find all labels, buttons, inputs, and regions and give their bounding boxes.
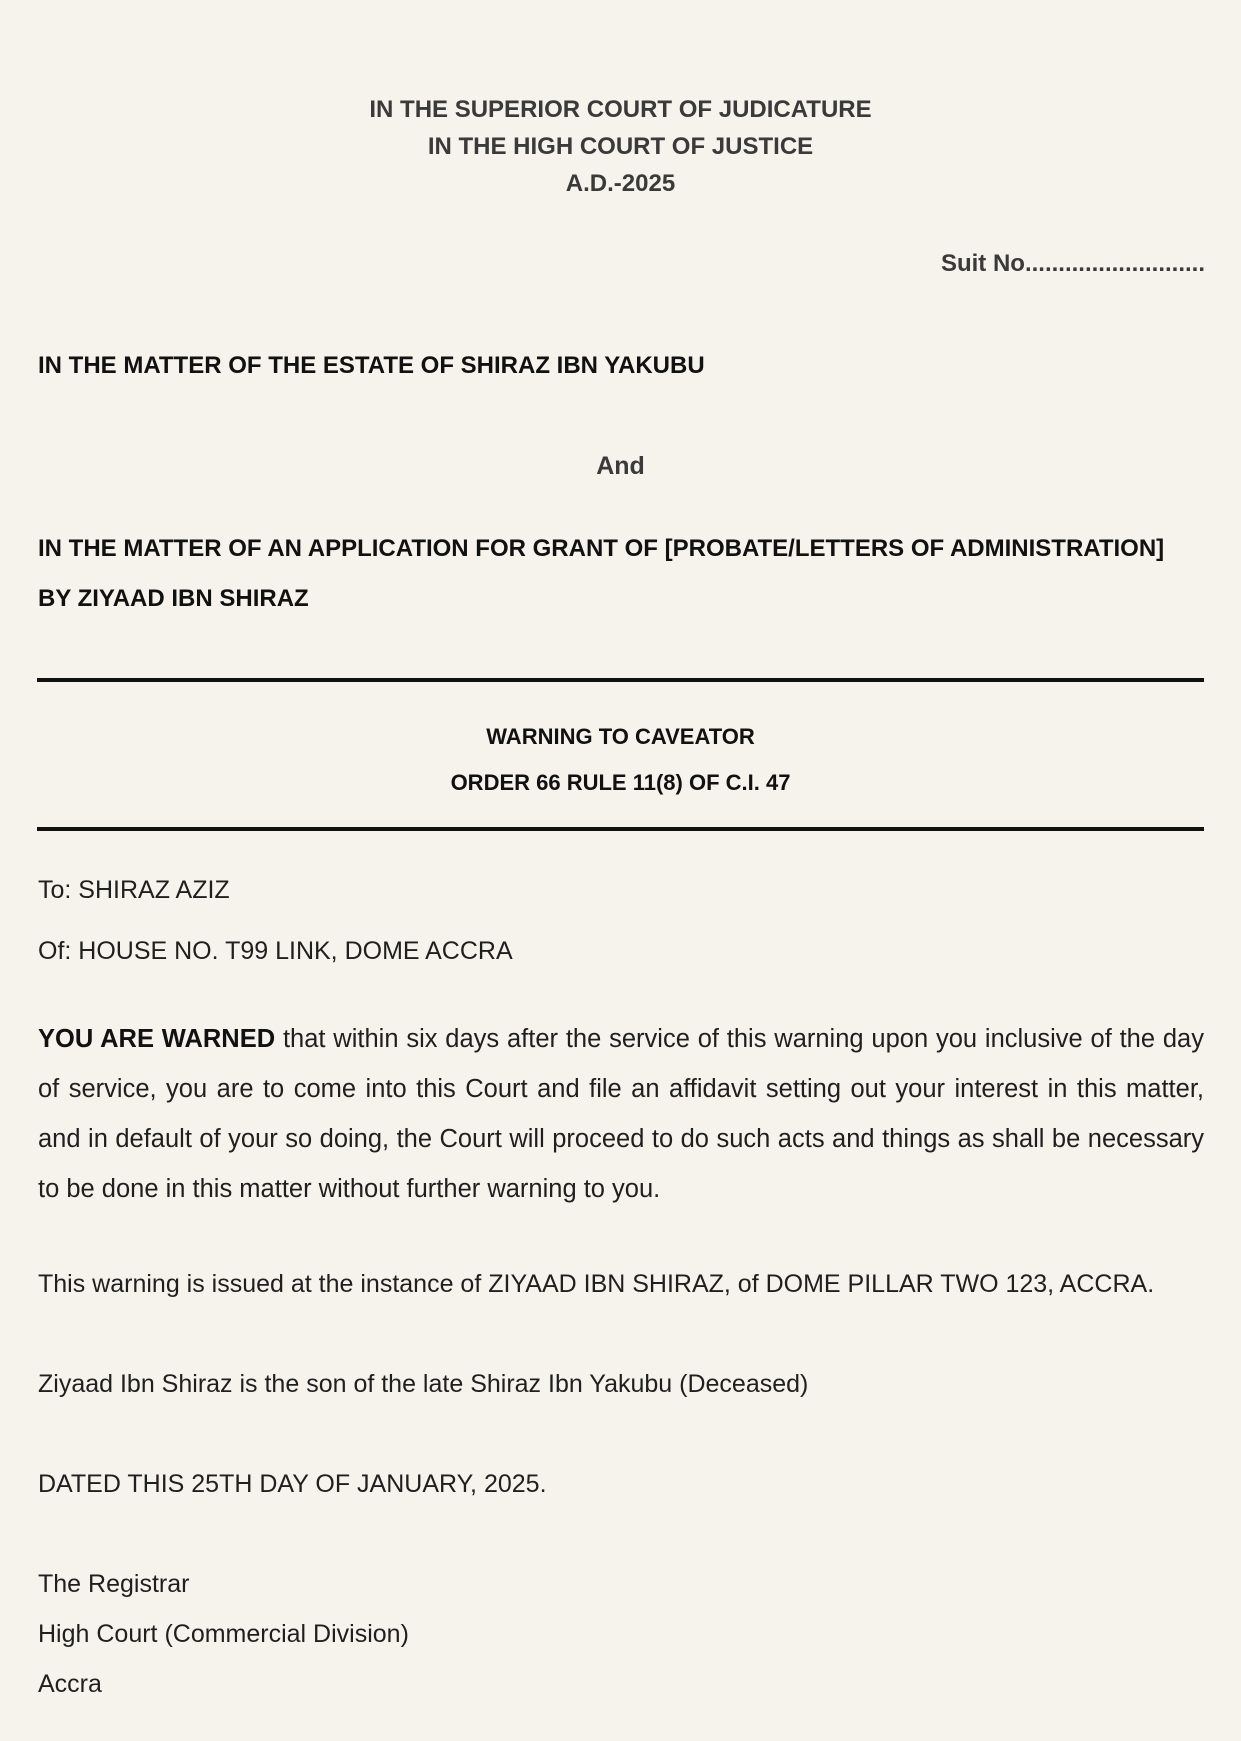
suit-number: Suit No........................... xyxy=(940,250,1205,277)
warning-text: that within six days after the service of this warning upon you inclusive of the day of service, you are to come into this Court and file an affidavit setting out your interest in this matter, and in default of your so doing, the Court will proceed to do such acts and things as shall be necessary to be done in this matter without further warning to you. xyxy=(38,1025,1204,1203)
court-heading-year: A.D.-2025 xyxy=(565,170,676,197)
warning-lead: YOU ARE WARNED xyxy=(38,1025,276,1053)
document-order-reference: ORDER 66 RULE 11(8) OF C.I. 47 xyxy=(450,770,791,795)
warning-paragraph xyxy=(38,1014,1204,1214)
instance-statement: This warning is issued at the instance of ZIYAAD IBN SHIRAZ, of DOME PILLAR TWO 123, ACCRA. xyxy=(38,1270,1155,1298)
court-heading-line1: IN THE SUPERIOR COURT OF JUDICATURE xyxy=(369,96,872,123)
application-matter-line1: IN THE MATTER OF AN APPLICATION FOR GRANT OF [PROBATE/LETTERS OF ADMINISTRATION] xyxy=(38,535,1165,562)
relation-statement: Ziyaad Ibn Shiraz is the son of the late Shiraz Ibn Yakubu (Deceased) xyxy=(38,1370,809,1398)
bottom-divider xyxy=(37,827,1204,831)
signatory-title: The Registrar xyxy=(38,1570,190,1598)
signatory-location: Accra xyxy=(38,1670,102,1698)
signatory-court: High Court (Commercial Division) xyxy=(38,1620,409,1648)
and-separator: And xyxy=(596,452,645,480)
top-divider xyxy=(37,678,1204,682)
recipient-to: To: SHIRAZ AZIZ xyxy=(38,876,230,904)
document-title: WARNING TO CAVEATOR xyxy=(486,724,755,749)
recipient-address: Of: HOUSE NO. T99 LINK, DOME ACCRA xyxy=(38,937,513,965)
estate-matter: IN THE MATTER OF THE ESTATE OF SHIRAZ IBN YAKUBU xyxy=(38,352,705,379)
court-heading-line2: IN THE HIGH COURT OF JUSTICE xyxy=(427,133,814,160)
application-matter-line2: BY ZIYAAD IBN SHIRAZ xyxy=(38,585,309,612)
dated-line: DATED THIS 25TH DAY OF JANUARY, 2025. xyxy=(38,1470,547,1498)
